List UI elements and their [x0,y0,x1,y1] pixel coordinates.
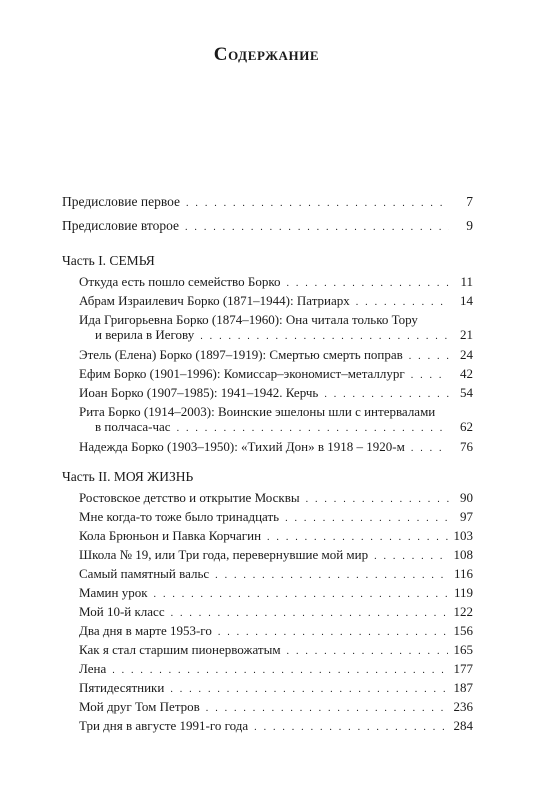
part-heading: Часть II. МОЯ ЖИЗНЬ [62,469,194,484]
toc-entry-title: Ида Григорьевна Борко (1874–1960): Она читала только Тору [79,312,418,327]
toc-page-number: 7 [466,194,473,209]
toc-page-number: 97 [460,509,473,524]
toc-entry-title: Абрам Израилевич Борко (1871–1944): Патриарх [79,293,350,308]
toc-entry[interactable] [62,547,473,566]
toc-page-number: 9 [466,218,473,233]
toc-page-number: 24 [460,347,473,362]
toc-entry-title-continued: и верила в Иегову [95,327,195,342]
dot-leader [154,587,448,603]
dot-leader [170,682,447,698]
dot-leader [409,349,449,365]
toc-page-number: 156 [453,623,473,638]
toc-page-number: 122 [453,604,473,619]
dot-leader [356,295,449,311]
toc-entry-title: Рита Борко (1914–2003): Воинские эшелоны шли с интервалами [79,404,436,419]
toc-entry[interactable] [62,661,473,680]
toc-entry-title: Мой друг Том Петров [79,699,200,714]
toc-entry[interactable] [62,718,473,737]
toc-entry[interactable] [62,404,473,436]
toc-entry[interactable] [62,293,473,312]
toc-entry[interactable] [62,680,473,699]
toc-page-number: 76 [460,439,473,454]
dot-leader [186,196,449,212]
toc-page-number: 42 [460,366,473,381]
dot-leader [287,644,448,660]
toc-entry-title: Кола Брюньон и Павка Корчагин [79,528,262,543]
toc-entry-title: Школа № 19, или Три года, перевернувшие мой мир [79,547,369,562]
toc-entry[interactable] [62,585,473,604]
toc-entry[interactable] [62,194,473,218]
toc-entry[interactable] [62,366,473,385]
toc-page-number: 54 [460,385,473,400]
toc-entry-title: Предисловие первое [62,194,181,209]
toc-entry[interactable] [62,642,473,661]
toc-entry[interactable] [62,509,473,528]
toc-page-number: 103 [453,528,473,543]
toc-entry-title-continued: в полчаса-час [95,419,171,434]
dot-leader [374,549,447,565]
dot-leader [267,530,447,546]
toc-entry[interactable] [62,274,473,293]
toc-entry[interactable] [62,312,473,344]
toc-entry[interactable] [62,490,473,509]
toc-entry[interactable] [62,604,473,623]
toc-entry-title: Самый памятный вальс [79,566,210,581]
toc-page-number: 187 [453,680,473,695]
toc-entry-title: Этель (Елена) Борко (1897–1919): Смертью смерть поправ [79,347,403,362]
toc-page-number: 108 [453,547,473,562]
toc-entry[interactable] [62,528,473,547]
toc-entry-title: Ефим Борко (1901–1996): Комиссар–экономист–металлург [79,366,405,381]
toc-page-number: 62 [460,419,473,434]
dot-leader [286,276,449,292]
toc-entry[interactable] [62,385,473,404]
dot-leader [177,421,449,436]
toc-entry-title: Лена [79,661,107,676]
dot-leader [112,663,447,679]
dot-leader [218,625,448,641]
dot-leader [185,220,449,236]
toc-entry[interactable] [62,218,473,242]
toc-entry[interactable] [62,623,473,642]
toc-page-number: 11 [460,274,473,289]
toc-entry[interactable] [62,699,473,718]
toc-entry-title: Мамин урок [79,585,148,600]
dot-leader [411,441,449,457]
toc-entry[interactable] [62,347,473,366]
dot-leader [411,368,449,384]
toc-page-number: 90 [460,490,473,505]
toc-entry-title: Два дня в марте 1953-го [79,623,212,638]
page-title: Содержание [213,44,320,65]
toc-entry[interactable] [62,439,473,458]
toc-entry-title: Предисловие второе [62,218,180,233]
toc-page-number: 284 [453,718,473,733]
dot-leader [171,606,448,622]
toc-entry-title: Как я стал старшим пионервожатым [79,642,281,657]
toc-page-number: 14 [460,293,473,308]
toc-entry[interactable] [62,566,473,585]
toc-page-number: 119 [453,585,473,600]
dot-leader [206,701,448,717]
dot-leader [285,511,449,527]
toc-entry-title: Мне когда-то тоже было тринадцать [79,509,280,524]
dot-leader [254,720,447,736]
toc-entry-title: Надежда Борко (1903–1950): «Тихий Дон» в 1918 – 1920-м [79,439,405,454]
dot-leader [215,568,448,584]
toc-entry-title: Иоан Борко (1907–1985): 1941–1942. Керчь [79,385,319,400]
toc-entry-title: Мой 10-й класс [79,604,165,619]
part-heading: Часть I. СЕМЬЯ [62,253,155,268]
dot-leader [324,387,449,403]
toc-entry-title: Три дня в августе 1991-го года [79,718,249,733]
dot-leader [200,329,449,344]
table-of-contents [62,194,473,737]
toc-page-number: 21 [460,327,473,342]
toc-page-number: 177 [453,661,473,676]
toc-entry-title: Ростовское детство и открытие Москвы [79,490,300,505]
dot-leader [306,492,449,508]
toc-entry-title: Откуда есть пошло семейство Борко [79,274,281,289]
toc-page-number: 165 [453,642,473,657]
toc-page-number: 236 [453,699,473,714]
toc-page-number: 116 [453,566,473,581]
toc-entry-title: Пятидесятники [79,680,165,695]
